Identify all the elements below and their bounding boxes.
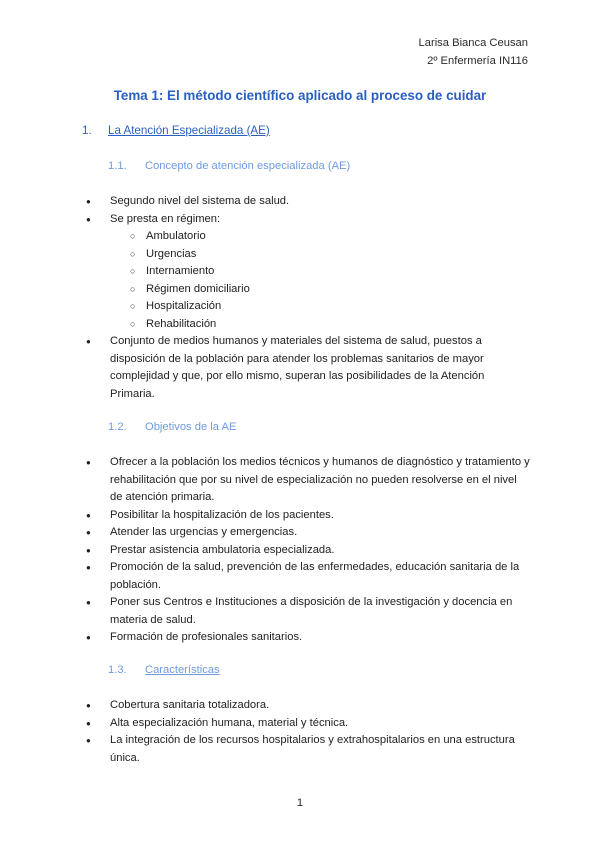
list-item-text: Se presta en régimen: (110, 212, 221, 225)
caracteristicas-list (82, 697, 532, 767)
list-item: ● Formación de profesionales sanitarios. (82, 629, 532, 647)
subsection-heading-1-1 (108, 160, 350, 172)
list-item: ● Posibilitar la hospitalización de los pacientes. (82, 507, 532, 525)
section-heading-1 (82, 124, 270, 137)
list-item: ● Segundo nivel del sistema de salud. (82, 193, 532, 211)
author-name: Larisa Bianca Ceusan (418, 37, 528, 49)
sub-list-item: ○ Internamiento (110, 263, 532, 281)
sub-list-item: ○ Hospitalización (110, 298, 532, 316)
list-item: ● Prestar asistencia ambulatoria especializada. (82, 542, 532, 560)
list-item (82, 211, 532, 334)
list-item: ● Atender las urgencias y emergencias. (82, 524, 532, 542)
section-number: 1. (82, 124, 92, 137)
list-item: ● Alta especialización humana, material y técnica. (82, 715, 532, 733)
subsection-number: 1.1. (108, 160, 127, 172)
sub-list-item: ○ Urgencias (110, 246, 532, 264)
concepto-list (82, 193, 532, 403)
sub-list-item: ○ Ambulatorio (110, 228, 532, 246)
list-item: ● Conjunto de medios humanos y materiales del sistema de salud, puestos a disposición de la población para atender los problemas sanitarios de mayor complejidad y que, por ello mismo, superan las posibilidades de la Atención Primaria. (82, 333, 532, 403)
list-item: ● Promoción de la salud, prevención de las enfermedades, educación sanitaria de la población. (82, 559, 532, 594)
list-item: ● Ofrecer a la población los medios técnicos y humanos de diagnóstico y tratamiento y rehabilitación que por su nivel de especialización no pueden resolverse en el nivel de atención primaria. (82, 454, 532, 507)
subsection-number: 1.2. (108, 421, 127, 433)
course-label: 2º Enfermería IN116 (427, 54, 528, 67)
sub-list-item: ○ Régimen domiciliario (110, 281, 532, 299)
list-item: ● La integración de los recursos hospitalarios y extrahospitalarios en una estructura única. (82, 732, 532, 767)
objetivos-list (82, 454, 532, 647)
sub-list-item: ○ Rehabilitación (110, 316, 532, 334)
section-title[interactable]: La Atención Especializada (AE) (108, 124, 270, 137)
list-item: ● Cobertura sanitaria totalizadora. (82, 697, 532, 715)
list-item: ● Poner sus Centros e Instituciones a disposición de la investigación y docencia en materia de salud. (82, 594, 532, 629)
subsection-heading-1-3 (108, 664, 220, 676)
subsection-title: Características (145, 664, 220, 676)
subsection-number: 1.3. (108, 664, 127, 676)
regimen-list (110, 228, 532, 333)
document-title: Tema 1: El método científico aplicado al proceso de cuidar (113, 88, 487, 103)
subsection-heading-1-2 (108, 421, 236, 433)
subsection-title: Concepto de atención especializada (AE) (145, 160, 351, 172)
page-number: 1 (296, 797, 304, 809)
document-header (419, 35, 528, 70)
subsection-title: Objetivos de la AE (145, 421, 237, 433)
